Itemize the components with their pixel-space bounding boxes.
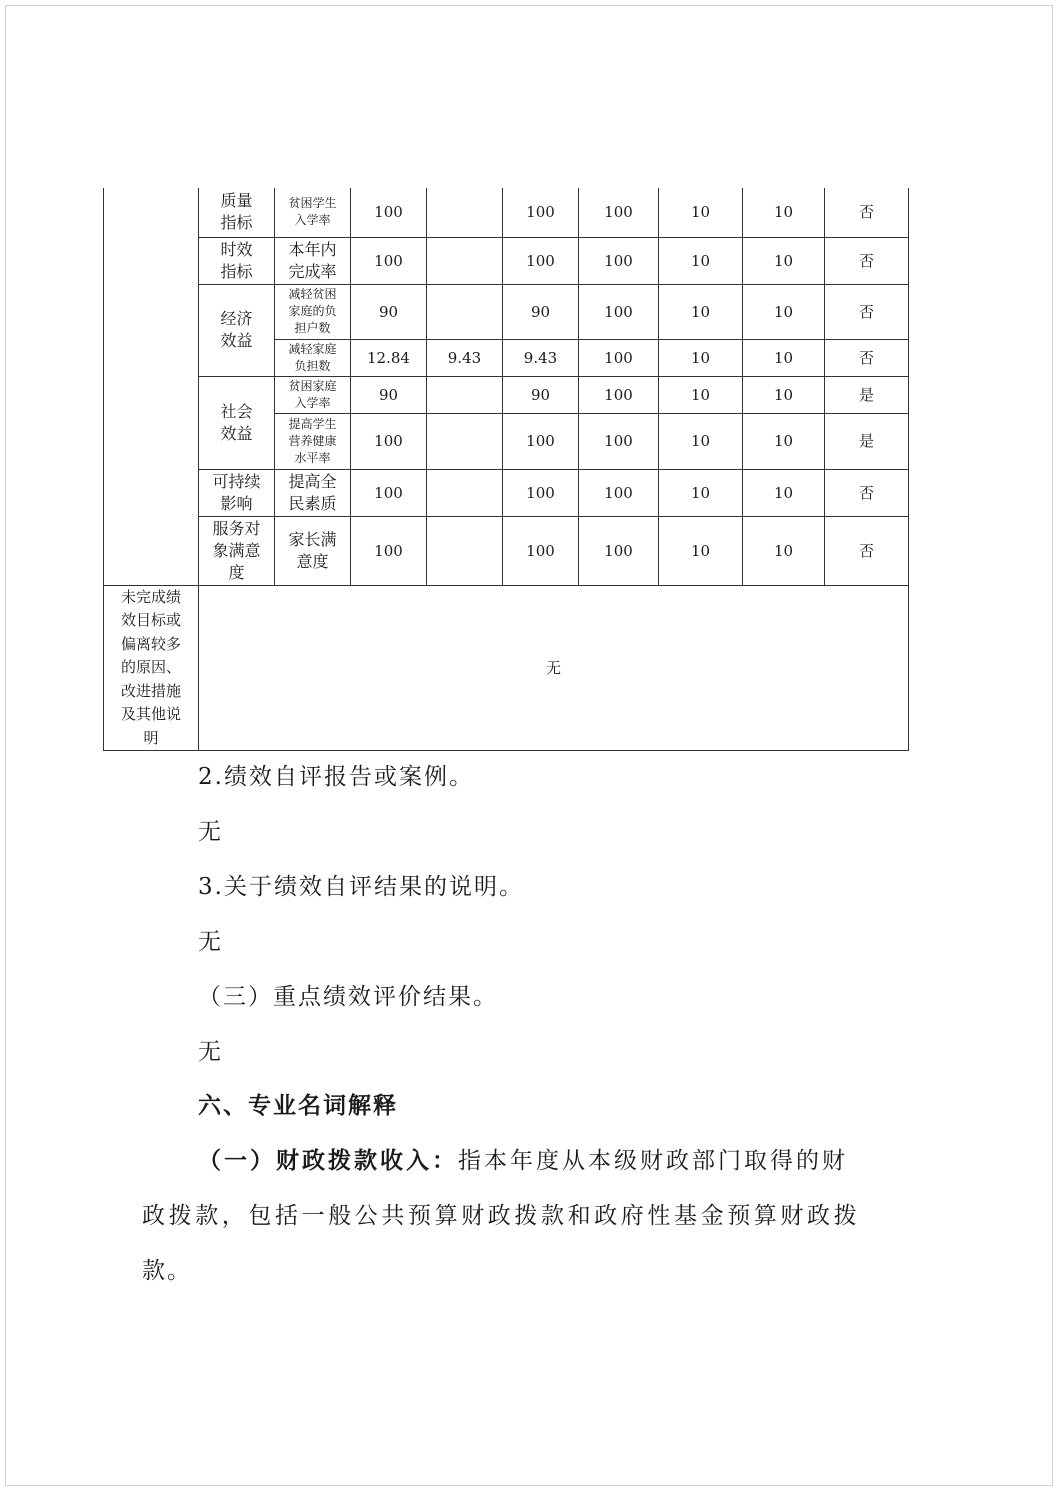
indicator-cell: 提高全 民素质 (275, 469, 351, 516)
category-cell: 服务对 象满意 度 (199, 516, 275, 585)
weight-cell: 10 (659, 284, 743, 339)
rate-cell: 100 (579, 469, 659, 516)
col2-cell (427, 516, 503, 585)
col2-cell (427, 188, 503, 237)
flag-cell: 否 (825, 469, 909, 516)
col2-cell (427, 469, 503, 516)
flag-cell: 否 (825, 339, 909, 376)
category-cell: 可持续 影响 (199, 469, 275, 516)
target-cell: 90 (351, 376, 427, 413)
category-cell: 质量 指标 (199, 188, 275, 237)
table-row (104, 237, 909, 284)
paragraph-none: 无 (198, 1039, 223, 1065)
col2-cell (427, 237, 503, 284)
flag-cell: 否 (825, 516, 909, 585)
definition-line-2: 政拨款，包括一般公共预算财政拨款和政府性基金预算财政拨 (142, 1203, 861, 1229)
table-row (104, 188, 909, 237)
rate-cell: 100 (579, 284, 659, 339)
paragraph-none: 无 (198, 929, 223, 955)
weight-cell: 10 (659, 339, 743, 376)
actual-cell: 100 (503, 516, 579, 585)
col2-cell (427, 284, 503, 339)
weight-cell: 10 (659, 413, 743, 469)
rate-cell: 100 (579, 516, 659, 585)
paragraph-none: 无 (198, 819, 223, 845)
performance-table (103, 188, 909, 751)
category-cell: 时效 指标 (199, 237, 275, 284)
flag-cell: 否 (825, 284, 909, 339)
table-row (104, 469, 909, 516)
section-heading: 六、专业名词解释 (198, 1093, 398, 1119)
left-merged-cell (104, 188, 199, 585)
score-cell: 10 (743, 237, 825, 284)
indicator-cell: 减轻家庭 负担数 (275, 339, 351, 376)
category-cell: 社会 效益 (199, 376, 275, 469)
score-cell: 10 (743, 339, 825, 376)
target-cell: 100 (351, 413, 427, 469)
target-cell: 100 (351, 188, 427, 237)
score-cell: 10 (743, 284, 825, 339)
actual-cell: 100 (503, 237, 579, 284)
actual-cell: 100 (503, 469, 579, 516)
weight-cell: 10 (659, 376, 743, 413)
table-row (104, 376, 909, 413)
note-value-cell: 无 (199, 585, 909, 751)
weight-cell: 10 (659, 469, 743, 516)
col2-cell (427, 413, 503, 469)
score-cell: 10 (743, 413, 825, 469)
score-cell: 10 (743, 469, 825, 516)
col2-cell: 9.43 (427, 339, 503, 376)
actual-cell: 9.43 (503, 339, 579, 376)
rate-cell: 100 (579, 188, 659, 237)
actual-cell: 90 (503, 284, 579, 339)
indicator-cell: 贫困家庭 入学率 (275, 376, 351, 413)
weight-cell: 10 (659, 188, 743, 237)
flag-cell: 否 (825, 188, 909, 237)
target-cell: 100 (351, 516, 427, 585)
flag-cell: 是 (825, 413, 909, 469)
paragraph-key-eval-result: （三）重点绩效评价结果。 (198, 984, 498, 1010)
col2-cell (427, 376, 503, 413)
category-cell: 经济 效益 (199, 284, 275, 376)
target-cell: 12.84 (351, 339, 427, 376)
score-cell: 10 (743, 376, 825, 413)
definition-line-3: 款。 (142, 1258, 192, 1284)
table-row (104, 284, 909, 339)
weight-cell: 10 (659, 237, 743, 284)
flag-cell: 是 (825, 376, 909, 413)
score-cell: 10 (743, 188, 825, 237)
definition-line-1 (198, 1142, 848, 1175)
paragraph-self-eval-result: 3.关于绩效自评结果的说明。 (198, 874, 524, 900)
actual-cell: 90 (503, 376, 579, 413)
indicator-cell: 本年内 完成率 (275, 237, 351, 284)
rate-cell: 100 (579, 237, 659, 284)
rate-cell: 100 (579, 376, 659, 413)
definition-term: （一）财政拨款收入： (198, 1148, 458, 1174)
flag-cell: 否 (825, 237, 909, 284)
note-label-cell: 未完成绩 效目标或 偏离较多 的原因、 改进措施 及其他说 明 (104, 585, 199, 751)
rate-cell: 100 (579, 339, 659, 376)
target-cell: 90 (351, 284, 427, 339)
score-cell: 10 (743, 516, 825, 585)
target-cell: 100 (351, 469, 427, 516)
actual-cell: 100 (503, 413, 579, 469)
weight-cell: 10 (659, 516, 743, 585)
indicator-cell: 提高学生 营养健康 水平率 (275, 413, 351, 469)
definition-text: 指本年度从本级财政部门取得的财 (458, 1148, 848, 1174)
indicator-cell: 家长满 意度 (275, 516, 351, 585)
indicator-cell: 减轻贫困 家庭的负 担户数 (275, 284, 351, 339)
indicator-cell: 贫困学生 入学率 (275, 188, 351, 237)
rate-cell: 100 (579, 413, 659, 469)
target-cell: 100 (351, 237, 427, 284)
actual-cell: 100 (503, 188, 579, 237)
table-row (104, 516, 909, 585)
paragraph-self-eval-report: 2.绩效自评报告或案例。 (198, 764, 474, 790)
table-row (104, 585, 909, 751)
